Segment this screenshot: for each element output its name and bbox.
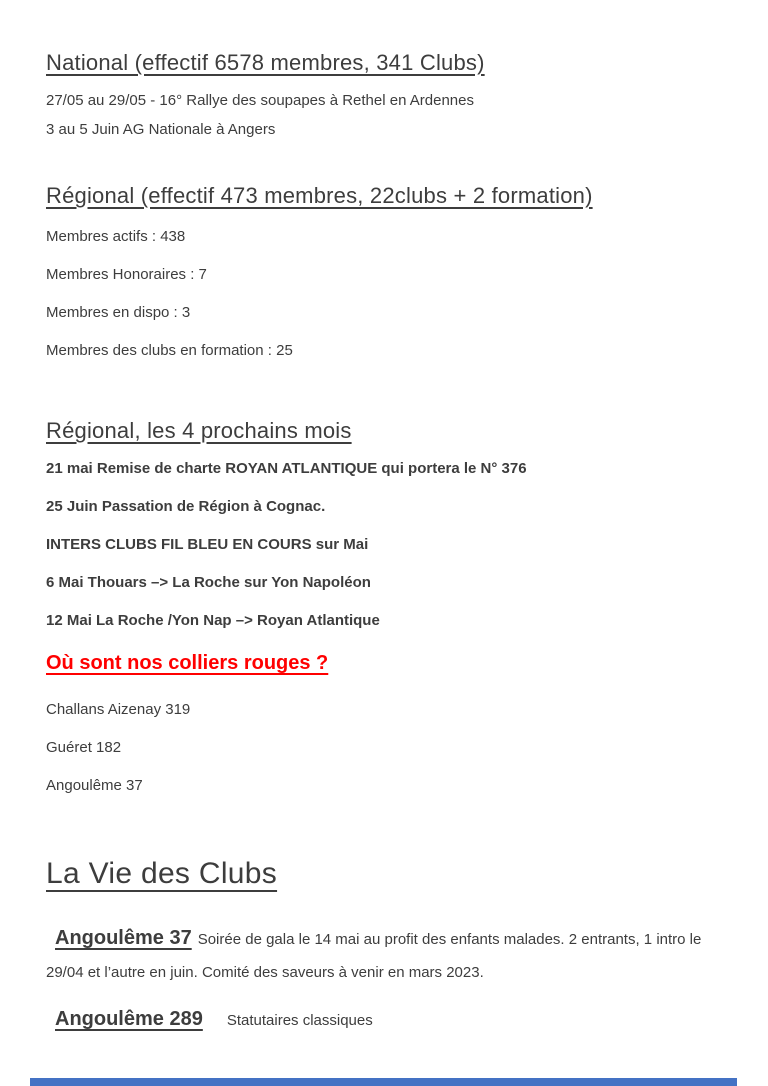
collier-line: Challans Aizenay 319 [46,701,191,718]
club-entry [46,922,722,989]
regional-heading: Régional (effectif 473 membres, 22clubs + 2 formation) [46,183,593,208]
national-line: 3 au 5 Juin AG Nationale à Angers [46,121,276,138]
national-heading: National (effectif 6578 membres, 341 Clubs) [46,50,485,75]
collier-line: Guéret 182 [46,739,122,756]
bottom-accent-bar [30,1078,737,1086]
regional-stat-line: Membres Honoraires : 7 [46,266,207,283]
collier-line: Angoulême 37 [46,777,143,794]
club-entry [46,1003,722,1037]
schedule-line: 12 Mai La Roche /Yon Nap –> Royan Atlantique [46,612,380,629]
national-line: 27/05 au 29/05 - 16° Rallye des soupapes à Rethel en Ardennes [46,92,474,109]
colliers-rouges-heading: Où sont nos colliers rouges ? [46,652,329,674]
club-name: Angoulême 289 [55,1008,203,1030]
vie-des-clubs-heading: La Vie des Clubs [46,857,278,890]
regional-stat-line: Membres en dispo : 3 [46,304,191,321]
schedule-line: 6 Mai Thouars –> La Roche sur Yon Napoléon [46,574,371,591]
schedule-line: 21 mai Remise de charte ROYAN ATLANTIQUE qui portera le N° 376 [46,460,527,477]
regional-stat-line: Membres actifs : 438 [46,228,186,245]
club-entry-text: Soirée de gala le 14 mai au profit des enfants malades. 2 entrants, 1 intro le 29/04 et l’autre en juin. Comité des saveurs à venir en mars 2023. [46,931,702,981]
club-name: Angoulême 37 [55,927,192,949]
regional-next-heading: Régional, les 4 prochains mois [46,418,352,443]
regional-stat-line: Membres des clubs en formation : 25 [46,342,293,359]
schedule-line: 25 Juin Passation de Région à Cognac. [46,498,326,515]
club-entry-text: Statutaires classiques [226,1012,373,1029]
schedule-line: INTERS CLUBS FIL BLEU EN COURS sur Mai [46,536,369,553]
